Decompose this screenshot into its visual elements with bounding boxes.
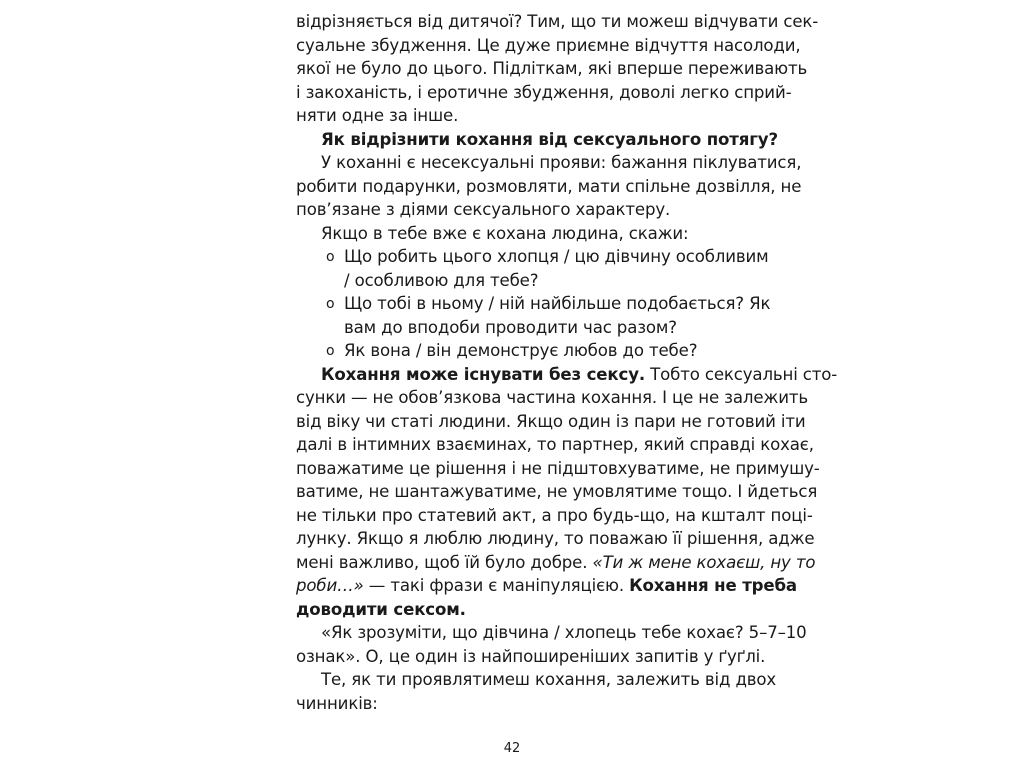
text-line: від віку чи статі людини. Якщо один із пари не готовий іти — [296, 411, 806, 431]
text-run: мені важливо, щоб їй було добре. — [296, 552, 593, 572]
text-line: чинників: — [296, 693, 378, 713]
text-line: У коханні є несексуальні прояви: бажання піклуватися, — [321, 153, 802, 172]
bullet-icon: o — [326, 296, 335, 312]
text-run: — такі фрази є маніпуляцією. — [363, 576, 630, 595]
bold-phrase: Кохання не треба — [629, 576, 797, 595]
italic-quote: «Ти ж мене кохаєш, ну то — [592, 552, 816, 572]
list-item-text: вам до вподоби проводити час разом? — [344, 317, 677, 337]
bold-phrase: доводити сексом. — [296, 599, 466, 619]
text-line: далі в інтимних взаєминах, то партнер, який справді кохає, — [296, 435, 814, 454]
list-item-text: Що тобі в ньому / ній найбільше подобається? Як — [344, 294, 771, 313]
text-line: няти одне за інше. — [296, 106, 459, 125]
text-line — [296, 363, 838, 387]
text-line: «Як зрозуміти, що дівчина / хлопець тебе кохає? 5–7–10 — [321, 623, 807, 642]
list-item-continuation — [296, 269, 752, 293]
text-line: суальне збудження. Це дуже приємне відчуття насолоди, — [296, 35, 801, 55]
list-item — [296, 245, 769, 269]
list-item-text: Як вона / він демонструє любов до тебе? — [344, 341, 698, 360]
text-line: Якщо в тебе вже є кохана людина, скажи: — [321, 223, 689, 243]
text-line: ватиме, не шантажуватиме, не умовлятиме тощо. І йдеться — [296, 482, 818, 501]
text-line: сунки — не обов’язкова частина кохання. І це не залежить — [296, 388, 808, 407]
italic-quote: роби…» — [296, 576, 364, 595]
section-question: Як відрізнити кохання від сексуального потягу? — [321, 129, 778, 149]
text-line: поважатиме це рішення і не підштовхуватиме, не примушу- — [296, 458, 820, 478]
text-line — [296, 551, 816, 575]
text-line: відрізняється від дитячої? Тим, що ти можеш відчувати сек- — [296, 12, 819, 31]
text-line: не тільки про статевий акт, а про будь-що, на кшталт поці- — [296, 505, 813, 525]
text-line — [296, 574, 797, 598]
list-item-text: Що робить цього хлопця / цю дівчину особливим — [344, 247, 769, 266]
bold-phrase: Кохання може існувати без сексу. — [321, 364, 646, 384]
bullet-icon: o — [326, 343, 335, 359]
list-item — [296, 339, 752, 363]
page-number: 42 — [503, 741, 521, 756]
text-line: Те, як ти проявлятимеш кохання, залежить від двох — [321, 670, 777, 689]
text-line: лунку. Якщо я люблю людину, то поважаю її рішення, адже — [296, 529, 815, 548]
list-item — [296, 292, 771, 316]
text-line: і закоханість, і еротичне збудження, доволі легко сприй- — [296, 82, 792, 102]
text-line: ознак». О, це один із найпоширеніших запитів у ґуґлі. — [296, 646, 766, 666]
text-line: робити подарунки, розмовляти, мати спільне дозвілля, не — [296, 176, 802, 196]
list-item-text: / особливою для тебе? — [344, 270, 539, 290]
list-item-continuation — [296, 316, 752, 340]
text-line: якої не було до цього. Підліткам, які вперше переживають — [296, 59, 808, 78]
text-run: Тобто сексуальні сто- — [645, 364, 838, 384]
bullet-icon: o — [326, 249, 335, 265]
text-line: пов’язане з діями сексуального характеру. — [296, 200, 671, 219]
book-page — [296, 10, 838, 715]
